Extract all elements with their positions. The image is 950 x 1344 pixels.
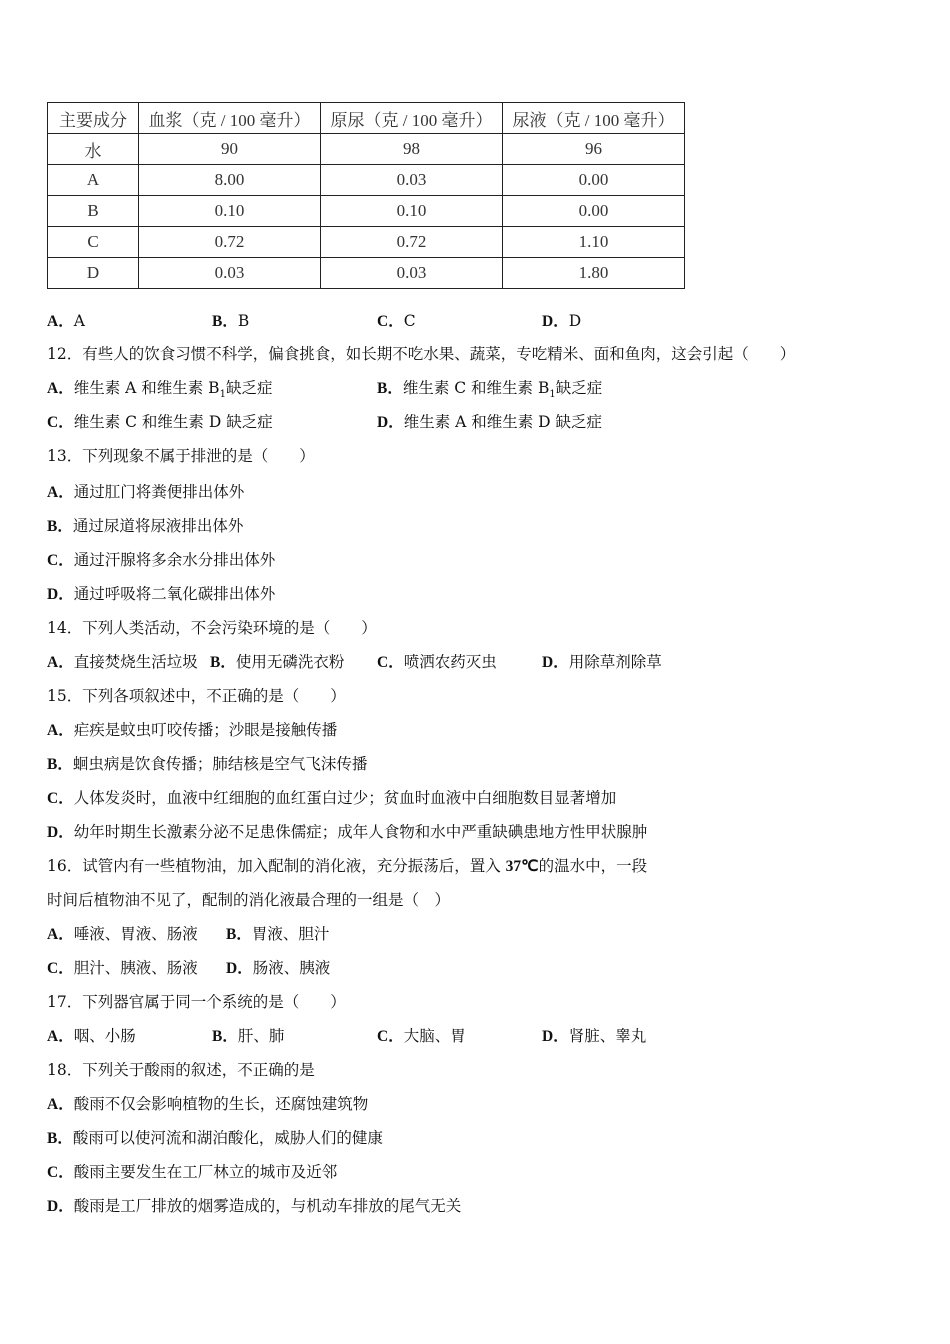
option-text: 酸雨主要发生在工厂林立的城市及近邻	[73, 1163, 338, 1181]
q15-option-d[interactable]	[47, 822, 647, 843]
option-text: 酸雨不仅会影响植物的生长，还腐蚀建筑物	[73, 1095, 369, 1113]
option-label: C．	[47, 552, 74, 569]
q17-stem: 17．下列器官属于同一个系统的是（ ）	[47, 993, 346, 1011]
option-text: 肠液、胰液	[252, 959, 331, 977]
table-cell: 0.72	[139, 227, 321, 258]
option-label: D．	[47, 1198, 74, 1215]
q11-option-a[interactable]	[47, 311, 85, 332]
table-cell: 8.00	[139, 165, 321, 196]
q12-option-b[interactable]	[377, 378, 602, 405]
subscript: 1	[219, 389, 226, 401]
stem-text: 的温水中，一段	[538, 857, 648, 875]
option-text: 使用无磷洗衣粉	[235, 653, 345, 671]
option-text: 酸雨是工厂排放的烟雾造成的，与机动车排放的尾气无关	[73, 1197, 462, 1215]
option-label: A．	[47, 380, 74, 397]
option-text: 缺乏症	[555, 379, 603, 397]
option-text: 胃液、胆汁	[251, 925, 330, 943]
option-text: 通过尿道将尿液排出体外	[72, 517, 244, 535]
q13-option-a[interactable]	[47, 482, 244, 503]
q13-option-b[interactable]	[47, 516, 243, 537]
q16-stem	[47, 856, 647, 877]
option-label: B．	[47, 518, 73, 535]
q16-option-c[interactable]	[47, 958, 198, 979]
option-text: 人体发炎时，血液中红细胞的血红蛋白过少；贫血时血液中白细胞数目显著增加	[73, 789, 617, 807]
option-label: C．	[47, 1164, 74, 1181]
option-text: 肾脏、睾丸	[568, 1027, 647, 1045]
table-cell: B	[48, 196, 139, 227]
table-row	[48, 196, 685, 227]
option-text: D	[568, 312, 582, 330]
table-cell: 1.10	[503, 227, 685, 258]
option-label: C．	[47, 790, 74, 807]
option-label: A．	[47, 926, 74, 943]
q13-option-c[interactable]	[47, 550, 275, 571]
option-label: B．	[47, 756, 73, 773]
option-label: B．	[212, 1028, 238, 1045]
subscript: 1	[549, 389, 556, 401]
option-text: 维生素 C 和维生素 D 缺乏症	[73, 413, 273, 431]
option-label: D．	[542, 313, 569, 330]
option-label: A．	[47, 484, 74, 501]
q15-option-a[interactable]	[47, 720, 337, 741]
q18-option-a[interactable]	[47, 1094, 368, 1115]
table-row	[48, 227, 685, 258]
q15-option-c[interactable]	[47, 788, 616, 809]
table-cell: 90	[139, 134, 321, 165]
q11-option-c[interactable]	[377, 311, 416, 332]
option-label: A．	[47, 313, 74, 330]
q12-option-a[interactable]	[47, 378, 272, 405]
composition-table	[47, 102, 685, 289]
q12-option-d[interactable]	[377, 412, 602, 433]
option-text: 蛔虫病是饮食传播；肺结核是空气飞沫传播	[72, 755, 368, 773]
option-label: D．	[377, 414, 404, 431]
table-cell: 水	[48, 134, 139, 165]
option-text: 咽、小肠	[73, 1027, 136, 1045]
option-label: A．	[47, 1028, 74, 1045]
q11-option-b[interactable]	[212, 311, 249, 332]
q18-option-b[interactable]	[47, 1128, 383, 1149]
q16-option-d[interactable]	[226, 958, 330, 979]
option-label: A．	[47, 1096, 74, 1113]
option-text: 通过肛门将粪便排出体外	[73, 483, 245, 501]
q18-option-c[interactable]	[47, 1162, 337, 1183]
option-text: 疟疾是蚊虫叮咬传播；沙眼是接触传播	[73, 721, 338, 739]
option-label: B．	[212, 313, 238, 330]
option-label: B．	[47, 1130, 73, 1147]
table-cell: A	[48, 165, 139, 196]
option-label: D．	[47, 824, 74, 841]
option-label: C．	[377, 654, 404, 671]
option-label: D．	[542, 1028, 569, 1045]
q17-option-b[interactable]	[212, 1026, 284, 1047]
table-cell: 96	[503, 134, 685, 165]
option-text: 维生素 A 和维生素 D 缺乏症	[403, 413, 603, 431]
table-cell: 0.03	[321, 258, 503, 289]
option-text: C	[403, 312, 416, 330]
option-text: 大脑、胃	[403, 1027, 466, 1045]
q12-stem: 12．有些人的饮食习惯不科学，偏食挑食，如长期不吃水果、蔬菜，专吃精米、面和鱼肉，这会引起（ ）	[47, 345, 796, 363]
q17-option-c[interactable]	[377, 1026, 466, 1047]
option-text: 唾液、胃液、肠液	[73, 925, 198, 943]
q14-option-a[interactable]	[47, 652, 198, 673]
q14-option-b[interactable]	[210, 652, 344, 673]
option-label: B．	[210, 654, 236, 671]
option-label: C．	[377, 313, 404, 330]
option-label: A．	[47, 722, 74, 739]
table-row	[48, 165, 685, 196]
q13-stem: 13．下列现象不属于排泄的是（ ）	[47, 447, 315, 465]
option-text: 维生素 A 和维生素 B	[73, 379, 220, 397]
option-text: 胆汁、胰液、肠液	[73, 959, 198, 977]
option-text: 幼年时期生长激素分泌不足患侏儒症；成年人食物和水中严重缺碘患地方性甲状腺肿	[73, 823, 648, 841]
option-label: C．	[377, 1028, 404, 1045]
option-text: 肝、肺	[237, 1027, 285, 1045]
option-text: 用除草剂除草	[568, 653, 662, 671]
q15-option-b[interactable]	[47, 754, 367, 775]
q16-option-a[interactable]	[47, 924, 198, 945]
q16-stem-continued: 时间后植物油不见了，配制的消化液最合理的一组是（ ）	[47, 891, 451, 909]
option-label: D．	[47, 586, 74, 603]
option-label: C．	[47, 414, 74, 431]
table-cell: 1.80	[503, 258, 685, 289]
table-cell: 0.72	[321, 227, 503, 258]
table-cell: 98	[321, 134, 503, 165]
option-label: C．	[47, 960, 74, 977]
option-text: 酸雨可以使河流和湖泊酸化，威胁人们的健康	[72, 1129, 383, 1147]
q14-stem: 14．下列人类活动，不会污染环境的是（ ）	[47, 619, 377, 637]
option-label: A．	[47, 654, 74, 671]
table-header-row	[48, 103, 685, 134]
table-cell: C	[48, 227, 139, 258]
q17-option-d[interactable]	[542, 1026, 646, 1047]
option-text: 直接焚烧生活垃圾	[73, 653, 198, 671]
q14-option-c[interactable]	[377, 652, 497, 673]
table-cell: 0.10	[139, 196, 321, 227]
option-text: A	[73, 312, 85, 330]
q11-option-d[interactable]	[542, 311, 581, 332]
q17-option-a[interactable]	[47, 1026, 136, 1047]
q18-option-d[interactable]	[47, 1196, 461, 1217]
option-text: 维生素 C 和维生素 B	[402, 379, 550, 397]
table-header-cell: 主要成分	[48, 103, 139, 134]
table-row	[48, 258, 685, 289]
table-header-cell: 尿液（克 / 100 毫升）	[503, 103, 685, 134]
option-label: D．	[542, 654, 569, 671]
option-text: B	[237, 312, 250, 330]
option-label: D．	[226, 960, 253, 977]
q16-option-b[interactable]	[226, 924, 329, 945]
temperature: 37℃	[505, 858, 539, 875]
table-cell: 0.10	[321, 196, 503, 227]
table-row	[48, 134, 685, 165]
option-label: B．	[226, 926, 252, 943]
table-cell: 0.03	[321, 165, 503, 196]
table-cell: 0.00	[503, 165, 685, 196]
option-label: B．	[377, 380, 403, 397]
table-header-cell: 原尿（克 / 100 毫升）	[321, 103, 503, 134]
option-text: 通过呼吸将二氧化碳排出体外	[73, 585, 276, 603]
option-text: 缺乏症	[225, 379, 273, 397]
q18-stem: 18．下列关于酸雨的叙述，不正确的是	[47, 1061, 315, 1079]
table-cell: D	[48, 258, 139, 289]
table-cell: 0.00	[503, 196, 685, 227]
stem-text: 16．试管内有一些植物油，加入配制的消化液，充分振荡后，置入	[47, 857, 506, 875]
q13-option-d[interactable]	[47, 584, 275, 605]
table-cell: 0.03	[139, 258, 321, 289]
q14-option-d[interactable]	[542, 652, 662, 673]
q12-option-c[interactable]	[47, 412, 273, 433]
table-header-cell: 血浆（克 / 100 毫升）	[139, 103, 321, 134]
option-text: 通过汗腺将多余水分排出体外	[73, 551, 276, 569]
option-text: 喷洒农药灭虫	[403, 653, 497, 671]
q15-stem: 15．下列各项叙述中，不正确的是（ ）	[47, 687, 346, 705]
